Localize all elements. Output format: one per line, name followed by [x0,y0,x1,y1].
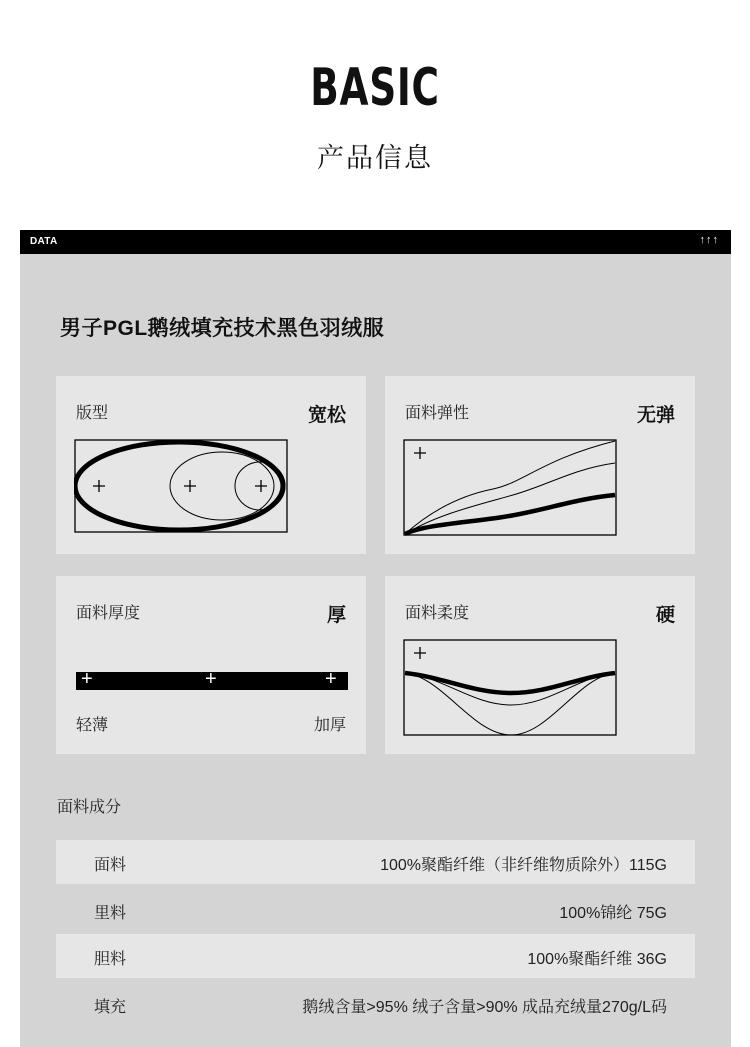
plus-icon: + [325,668,337,690]
composition-value: 100%聚酯纤维 36G [527,951,667,968]
plus-icon [93,480,105,492]
composition-key: 面料 [94,857,127,874]
composition-key: 胆料 [94,951,127,968]
stretch-card [385,376,695,554]
thickness-scale-max: 加厚 [313,717,346,734]
composition-key: 里料 [94,905,127,922]
product-info-panel [20,254,731,1047]
fit-value: 宽松 [307,405,346,426]
softness-card [385,576,695,754]
thickness-scale-min: 轻薄 [76,717,109,734]
data-bar-label: DATA [30,236,58,247]
thickness-label: 面料厚度 [76,605,141,622]
plus-icon: + [81,668,93,690]
composition-title: 面料成分 [57,799,122,816]
thickness-card [56,576,366,754]
composition-row [56,840,695,884]
stretch-diagram [403,439,619,537]
stretch-label: 面料弹性 [405,405,470,422]
composition-row [56,934,695,978]
composition-row [56,982,695,1026]
composition-row [56,888,695,932]
softness-label: 面料柔度 [405,605,470,622]
plus-icon [255,480,267,492]
plus-icon: + [205,668,217,690]
fit-label: 版型 [76,405,109,422]
data-bar [20,230,731,254]
composition-value: 鹅绒含量>95% 绒子含量>90% 成品充绒量270g/L码 [302,999,667,1016]
thickness-scale-bar [76,668,348,690]
stretch-value: 无弹 [636,405,675,426]
fit-diagram [74,439,290,535]
up-arrows-icon: ↑↑↑ [699,234,719,246]
brand-logo: BASIC [310,58,440,118]
thickness-value: 厚 [326,605,346,626]
composition-key: 填充 [94,999,127,1016]
softness-value: 硬 [655,605,675,626]
plus-icon [184,480,196,492]
composition-value: 100%聚酯纤维（非纤维物质除外）115G [380,857,667,874]
composition-value: 100%锦纶 75G [559,905,667,922]
softness-diagram [403,639,619,737]
page-subtitle: 产品信息 [317,143,433,173]
fit-card [56,376,366,554]
product-title: 男子PGL鹅绒填充技术黑色羽绒服 [60,317,385,340]
